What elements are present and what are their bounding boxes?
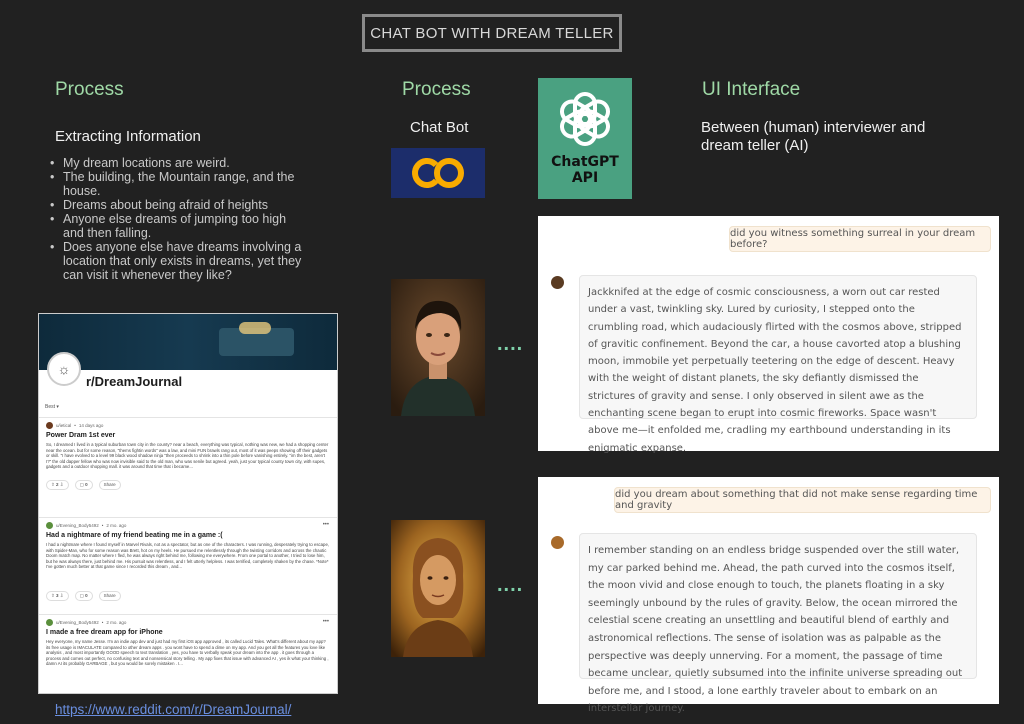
- post-item[interactable]: [39, 614, 337, 689]
- openai-icon: [554, 88, 616, 150]
- bullet-item: • The building, the Mountain range, and the house.: [48, 170, 308, 198]
- post-title[interactable]: Had a nightmare of my friend beating me in a game :(: [46, 532, 223, 539]
- ai-avatar-icon: [551, 536, 564, 549]
- share-button[interactable]: Share: [99, 591, 121, 601]
- subreddit-name: r/DreamJournal: [86, 374, 183, 389]
- post-user[interactable]: u/ietical: [56, 423, 72, 428]
- chatgpt-label: ChatGPT API: [551, 154, 619, 186]
- user-avatar-icon: [46, 422, 53, 429]
- vote-button[interactable]: ⇧ 3 ⇩: [46, 591, 69, 601]
- left-process-heading: Process: [55, 79, 124, 100]
- more-options-icon[interactable]: •••: [322, 522, 329, 528]
- ai-message: Jackknifed at the edge of cosmic consciousness, a worn out car rested under a vast, twinkling sky. Lured by curiosity, I stepped onto the crumbling road, which audaciously flirted with the cosmos above, stripped of gravitic confinement. Beyond the car, a house cavorted atop a blushing moon, immobile yet perpetually teetering on the edge of descent. Heavy with the weight of distant planets, the sky defiantly dismissed the strictures of gravity and sense. I only observed in silent awe as the enchanting scene began to erupt into cosmic fireworks. Space wasn't above me—it enfolded me, cradling my earthbound understanding in its enigmatic expanse.: [579, 275, 977, 419]
- user-message: did you dream about something that did not make sense regarding time and gravity: [614, 487, 991, 513]
- reddit-link[interactable]: https://www.reddit.com/r/DreamJournal/: [55, 702, 292, 717]
- post-time: 2 mo. ago: [106, 620, 127, 625]
- reddit-screenshot: [38, 313, 338, 694]
- post-time: 2 mo. ago: [106, 523, 127, 528]
- post-body: I had a nightmare where I found myself in Marvel Rivals, not as a spectator, but as one of the characters. I was running, desperately trying to escape, with Spider-Man, who for some reason was Brett, hot on my heels. He pursued me relentlessly through the twisting corridors and across the chaotic Doom match map. No matter where I fled, he was always right behind me, following me everywhere. From one portal to another, I tried to lose him, but he was always there, just behind me. His pursuit was relentless, and I felt utterly helpless. I was terrified, completely shaken by the chase. *Note* I've gotten much better at that game since I recorded this dream , and...: [46, 542, 330, 570]
- bullet-item: • Anyone else dreams of jumping too high and then falling.: [48, 212, 308, 240]
- post-user[interactable]: u/Evening_Body5492: [56, 523, 99, 528]
- more-options-icon[interactable]: •••: [322, 619, 329, 625]
- post-user[interactable]: u/Evening_Body5492: [56, 620, 99, 625]
- post-body: Hey everyone, my name Jesse. I'm an indie app dev and just had my first iOS app approved , its called Lucid Tales. What's different about my app? its free usage is IMACULATE compared to other dream apps . you wont have to spend a dime on my app. And you get all the features you love like analysis , and most importantly GOOD speech to text translation , yes, you have to verbally speak your dream into the app . it goes through a process and comes out perfect, no confusing text and nonsensical story telling . My app fixes that issue with advanced AI , yes ik what your thinking , damn AI its probably GARBAGE , but you would be sorely mistaken . I...: [46, 639, 329, 667]
- chat-panel-1: [538, 216, 999, 454]
- post-item[interactable]: [39, 517, 337, 605]
- dream-teller-portrait: [391, 520, 485, 657]
- post-actions: [46, 480, 330, 490]
- post-actions: [46, 591, 330, 601]
- chatgpt-api-logo: [538, 78, 632, 199]
- banner-lamp: [239, 322, 271, 334]
- chat-bot-heading: Chat Bot: [410, 119, 469, 136]
- page-title: CHAT BOT WITH DREAM TELLER: [362, 14, 622, 52]
- vote-button[interactable]: ⇧ 2 ⇩: [46, 480, 69, 490]
- post-meta: u/ietical • 14 days ago: [46, 422, 330, 429]
- middle-process-heading: Process: [402, 79, 471, 100]
- post-time: 14 days ago: [78, 423, 104, 428]
- post-title[interactable]: Power Dram 1st ever: [46, 432, 116, 439]
- interviewer-portrait: [391, 279, 485, 416]
- colab-icon: [410, 156, 466, 190]
- dream-bullet-list: [48, 156, 308, 282]
- extracting-info-heading: Extracting Information: [55, 128, 201, 145]
- bullet-item: • My dream locations are weird.: [48, 156, 308, 170]
- colab-logo: [391, 148, 485, 198]
- ai-message: I remember standing on an endless bridge suspended over the still water, my car parked behind me. Ahead, the path curved into the cosmos itself, the moon vivid and close enough to touch, the planets floating in a sky seemingly unbound by the rules of gravity. Below, the ocean mirrored the celestial scene creating an unsettling and beautiful blend of earthly and astronomical reflections. The sense of isolation was as palpable as the perspective was deeply unnerving. For a moment, the passage of time became unclear, quietly subsumed into the infinite universe spreading out before me, and I stood, a lone earthly traveler about to embark on an interstellar journey.: [579, 533, 977, 679]
- ai-avatar-icon: [551, 276, 564, 289]
- user-avatar-icon: [46, 619, 53, 626]
- post-meta: u/Evening_Body5492 • 2 mo. ago: [46, 522, 330, 529]
- comments-button[interactable]: ▢ 0: [75, 480, 93, 490]
- chat-panel-2: [538, 477, 999, 715]
- post-meta: u/Evening_Body5492 • 2 mo. ago: [46, 619, 330, 626]
- post-body: So, I dreamed I lived in a typical suburban town city in the county? near a beach, everything was typical, nothing was new, we had a shopping center near the ocean. but for some reason, "thems fightin words" was a law, and mini FUN brawls rang out, most of it was peeps showing off their gadgets or skill. "I have evolved to a level 99 black wood shadow ninja "then proceeds to shrink into a thin pole before vanishing entirely. "im the best, aren't I?" the old dapper fellow who was now invisible said to the old man, who was senile but agreed. yeah, just your typical county town city, with supes, gadgets and a outdoor shopping mall. it was around that time that i became...: [46, 442, 329, 470]
- connector-dots: ....: [497, 333, 524, 355]
- bullet-item: • Dreams about being afraid of heights: [48, 198, 308, 212]
- connector-dots: ....: [497, 574, 524, 596]
- user-message: did you witness something surreal in your dream before?: [729, 226, 991, 252]
- user-avatar-icon: [46, 522, 53, 529]
- ui-description: Between (human) interviewer and dream teller (AI): [701, 119, 926, 154]
- share-button[interactable]: Share: [99, 480, 121, 490]
- bullet-item: • Does anyone else have dreams involving a location that only exists in dreams, yet they can visit it whenever they like?: [48, 240, 308, 282]
- subreddit-avatar-icon: ☼: [47, 352, 81, 386]
- sort-dropdown[interactable]: Best ▾: [45, 404, 59, 410]
- comments-button[interactable]: ▢ 0: [75, 591, 93, 601]
- subreddit-banner: [39, 314, 337, 370]
- post-title[interactable]: I made a free dream app for iPhone: [46, 629, 163, 636]
- ui-interface-heading: UI Interface: [702, 79, 801, 100]
- post-item[interactable]: [39, 417, 337, 494]
